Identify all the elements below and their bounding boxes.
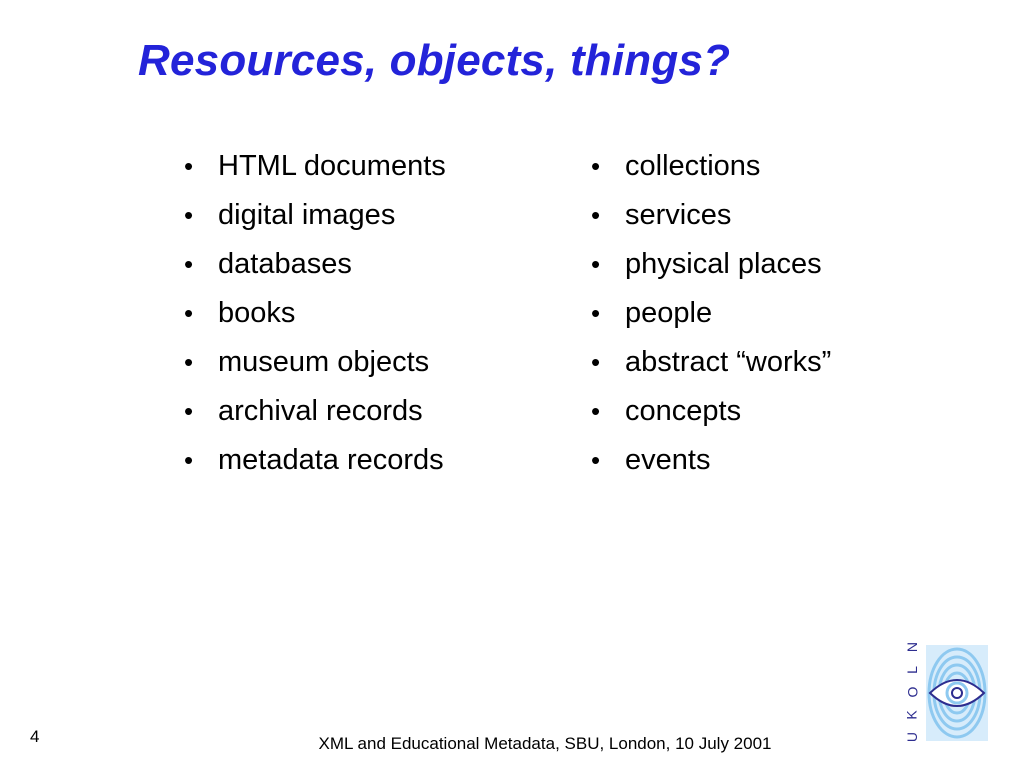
logo-letter: O: [903, 686, 920, 698]
list-item: [591, 387, 831, 436]
page-number: 4: [30, 727, 40, 746]
logo-letters: [902, 640, 922, 744]
ukoln-eye-logo-icon: [926, 645, 988, 741]
bullet-icon: •: [184, 445, 194, 475]
list-item: [591, 338, 831, 387]
bullet-icon: •: [184, 298, 194, 328]
list-item-text: collections: [625, 150, 761, 182]
list-item: [591, 240, 831, 289]
list-item: [184, 240, 446, 289]
list-item-text: physical places: [625, 248, 822, 280]
logo-letter: U: [904, 731, 920, 743]
bullet-icon: •: [591, 445, 601, 475]
right-bullet-list: [591, 142, 831, 485]
bullet-icon: •: [184, 347, 194, 377]
ukoln-logo: [902, 640, 990, 744]
list-item: [184, 142, 446, 191]
bullet-icon: •: [591, 396, 601, 426]
list-item: [184, 289, 446, 338]
logo-letter: L: [903, 665, 920, 674]
slide-title: Resources, objects, things?: [138, 36, 731, 85]
bullet-icon: •: [591, 298, 601, 328]
logo-letter: K: [904, 709, 920, 720]
bullet-icon: •: [591, 347, 601, 377]
list-item: [184, 436, 446, 485]
list-item: [591, 289, 831, 338]
list-item-text: digital images: [218, 199, 396, 231]
list-item: [184, 387, 446, 436]
list-item: [591, 142, 831, 191]
list-item: [591, 436, 831, 485]
bullet-icon: •: [591, 249, 601, 279]
footer-text: XML and Educational Metadata, SBU, London, 10 July 2001: [318, 734, 772, 753]
list-item-text: concepts: [625, 395, 742, 427]
logo-letter: N: [904, 641, 920, 653]
list-item-text: abstract “works”: [625, 346, 832, 378]
list-item-text: people: [625, 297, 713, 329]
bullet-icon: •: [184, 200, 194, 230]
list-item-text: services: [625, 199, 732, 231]
bullet-icon: •: [184, 249, 194, 279]
bullet-icon: •: [184, 151, 194, 181]
list-item-text: events: [625, 444, 711, 476]
list-item-text: museum objects: [218, 346, 430, 378]
list-item-text: databases: [218, 248, 352, 280]
list-item-text: HTML documents: [218, 150, 446, 182]
list-item-text: metadata records: [218, 444, 444, 476]
list-item: [184, 191, 446, 240]
bullet-icon: •: [591, 151, 601, 181]
bullet-icon: •: [591, 200, 601, 230]
left-bullet-list: [184, 142, 446, 485]
list-item-text: archival records: [218, 395, 423, 427]
list-item: [184, 338, 446, 387]
list-item: [591, 191, 831, 240]
bullet-icon: •: [184, 396, 194, 426]
list-item-text: books: [218, 297, 296, 329]
